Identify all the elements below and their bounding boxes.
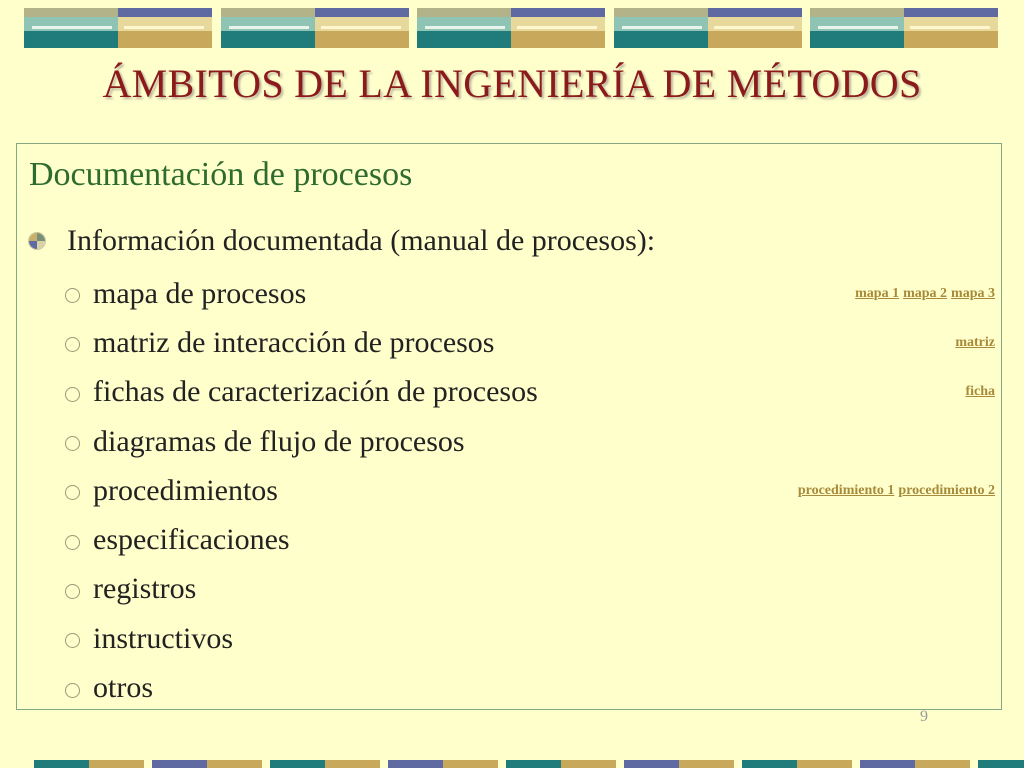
list-item-label: otros (93, 671, 153, 705)
deco-block (221, 8, 409, 48)
deco-segment (207, 760, 262, 768)
list-item-label: especificaciones (93, 523, 290, 557)
hyperlink[interactable]: ficha (965, 384, 995, 400)
deco-segment (152, 760, 207, 768)
hyperlink[interactable]: mapa 3 (951, 285, 995, 301)
list-item-label: fichas de caracterización de procesos (93, 375, 538, 409)
deco-block (614, 8, 802, 48)
hyperlink[interactable]: procedimiento 1 (797, 482, 895, 498)
sub-bullet-list (65, 269, 995, 713)
hollow-circle-bullet-icon (65, 288, 80, 303)
slide-subtitle: Documentación de procesos (29, 156, 413, 193)
list-item (65, 614, 995, 663)
hollow-circle-bullet-icon (65, 387, 80, 402)
list-item (65, 515, 995, 564)
hollow-circle-bullet-icon (65, 584, 80, 599)
list-item-label: registros (93, 572, 197, 606)
link-group (961, 384, 995, 400)
list-item (65, 417, 995, 466)
list-item-label: procedimientos (93, 473, 278, 507)
deco-segment (388, 760, 443, 768)
slide-title: ÁMBITOS DE LA INGENIERÍA DE MÉTODOS (102, 61, 922, 106)
list-item (65, 565, 995, 614)
hollow-circle-bullet-icon (65, 485, 80, 500)
list-item-label: mapa de procesos (93, 276, 307, 310)
deco-segment (915, 760, 970, 768)
list-item (65, 466, 995, 515)
deco-block (810, 8, 998, 48)
deco-segment (506, 760, 561, 768)
link-group (851, 286, 995, 302)
quartered-circle-bullet-icon (29, 233, 45, 249)
deco-segment (561, 760, 616, 768)
list-item (65, 663, 995, 712)
deco-segment (860, 760, 915, 768)
hyperlink[interactable]: mapa 2 (903, 285, 948, 301)
hyperlink[interactable]: procedimiento 2 (898, 482, 995, 498)
list-item-label: diagramas de flujo de procesos (93, 424, 465, 458)
hollow-circle-bullet-icon (65, 436, 80, 451)
deco-segment (270, 760, 325, 768)
deco-segment (978, 760, 1024, 768)
page-number: 9 (920, 708, 928, 725)
deco-segment (742, 760, 797, 768)
content-box (16, 143, 1002, 710)
hollow-circle-bullet-icon (65, 535, 80, 550)
deco-segment (679, 760, 734, 768)
hollow-circle-bullet-icon (65, 633, 80, 648)
list-item (65, 368, 995, 417)
list-item-label: matriz de interacción de procesos (93, 325, 495, 359)
hollow-circle-bullet-icon (65, 337, 80, 352)
main-bullet (27, 221, 655, 261)
bottom-decoration (34, 760, 1014, 768)
hyperlink[interactable]: mapa 1 (855, 285, 900, 301)
link-group (794, 483, 995, 499)
deco-segment (89, 760, 144, 768)
list-item (65, 318, 995, 367)
deco-segment (34, 760, 89, 768)
link-group (951, 335, 995, 351)
main-bullet-text: Información documentada (manual de procesos): (67, 224, 656, 257)
list-item (65, 269, 995, 318)
deco-block (24, 8, 212, 48)
deco-block (417, 8, 605, 48)
deco-segment (325, 760, 380, 768)
deco-segment (797, 760, 852, 768)
deco-segment (443, 760, 498, 768)
hollow-circle-bullet-icon (65, 683, 80, 698)
hyperlink[interactable]: matriz (955, 334, 995, 350)
list-item-label: instructivos (93, 621, 233, 655)
top-decoration (24, 8, 1000, 48)
deco-segment (624, 760, 679, 768)
